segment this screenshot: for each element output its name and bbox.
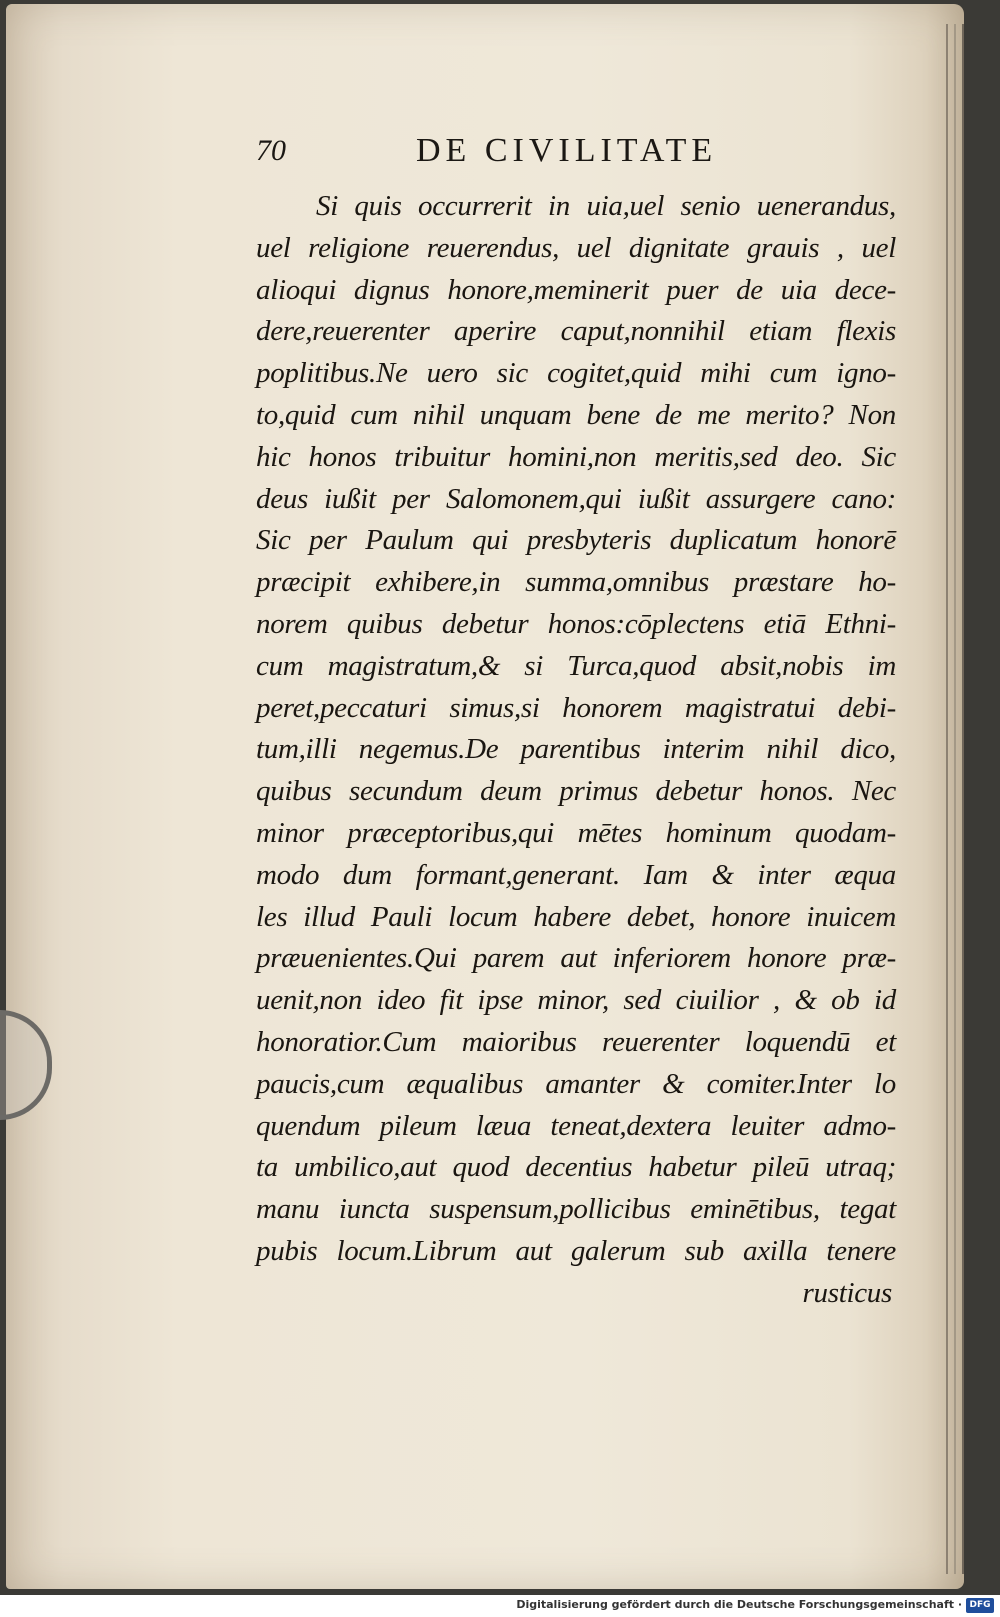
text-line: uel religione reuerendus, uel dignitate grauis , uel (256, 231, 896, 264)
page-edge (954, 24, 956, 1574)
text-line: peret,peccaturi simus,si honorem magistratui debi- (256, 691, 896, 724)
text-line: dere,reuerenter aperire caput,nonnihil etiam flexis (256, 315, 896, 348)
text-line: Sic per Paulum qui presbyteris duplicatum honorē (256, 524, 896, 557)
digitization-footer (0, 1595, 1000, 1617)
text-line: præcipit exhibere,in summa,omnibus præstare ho- (256, 566, 896, 599)
text-line: manu iuncta suspensum,pollicibus eminētibus, tegat (256, 1193, 896, 1226)
text-line: quibus secundum deum primus debetur honos. Nec (256, 775, 896, 808)
text-line: paucis,cum æqualibus amanter & comiter.Inter lo (256, 1067, 896, 1100)
text-line: deus iußit per Salomonem,qui iußit assurgere cano: (256, 482, 896, 515)
text-line: cum magistratum,& si Turca,quod absit,nobis im (256, 649, 896, 682)
text-line: alioqui dignus honore,meminerit puer de uia dece- (256, 273, 896, 306)
page-number: 70 (256, 134, 286, 167)
text-line: præuenientes.Qui parem aut inferiorem honore præ- (256, 942, 896, 975)
dfg-logo[interactable]: DFG (966, 1598, 994, 1613)
page-edge (946, 24, 948, 1574)
page-header (256, 132, 816, 176)
page-edge (962, 24, 964, 1574)
text-line: pubis locum.Librum aut galerum sub axilla tenere (256, 1234, 896, 1267)
running-head: DE CIVILITATE (416, 132, 718, 169)
body-text (256, 186, 896, 1315)
text-line: les illud Pauli locum habere debet, honore inuicem (256, 900, 896, 933)
text-line: norem quibus debetur honos:cōplectens etiā Ethni- (256, 607, 896, 640)
text-line: tum,illi negemus.De parentibus interim nihil dico, (256, 733, 896, 766)
text-line: ta umbilico,aut quod decentius habetur pileū utraq; (256, 1151, 896, 1184)
text-line: minor præceptoribus,qui mētes hominum quodam- (256, 816, 896, 849)
text-line: poplitibus.Ne uero sic cogitet,quid mihi cum igno- (256, 357, 896, 390)
text-line: Si quis occurrerit in uia,uel senio uenerandus, (316, 190, 896, 222)
footer-credit: Digitalisierung gefördert durch die Deutsche Forschungsgemeinschaft · (516, 1598, 962, 1611)
text-line: to,quid cum nihil unquam bene de me merito? Non (256, 398, 896, 431)
text-line: modo dum formant,generant. Iam & inter æqua (256, 858, 896, 891)
text-line: uenit,non ideo fit ipse minor, sed ciuilior , & ob id (256, 984, 896, 1017)
text-line: quendum pileum læua teneat,dextera leuiter admo- (256, 1109, 896, 1142)
text-line: honoratior.Cum maioribus reuerenter loquendū et (256, 1025, 896, 1058)
text-line: hic honos tribuitur homini,non meritis,sed deo. Sic (256, 440, 896, 473)
catchword: rusticus (802, 1276, 892, 1309)
